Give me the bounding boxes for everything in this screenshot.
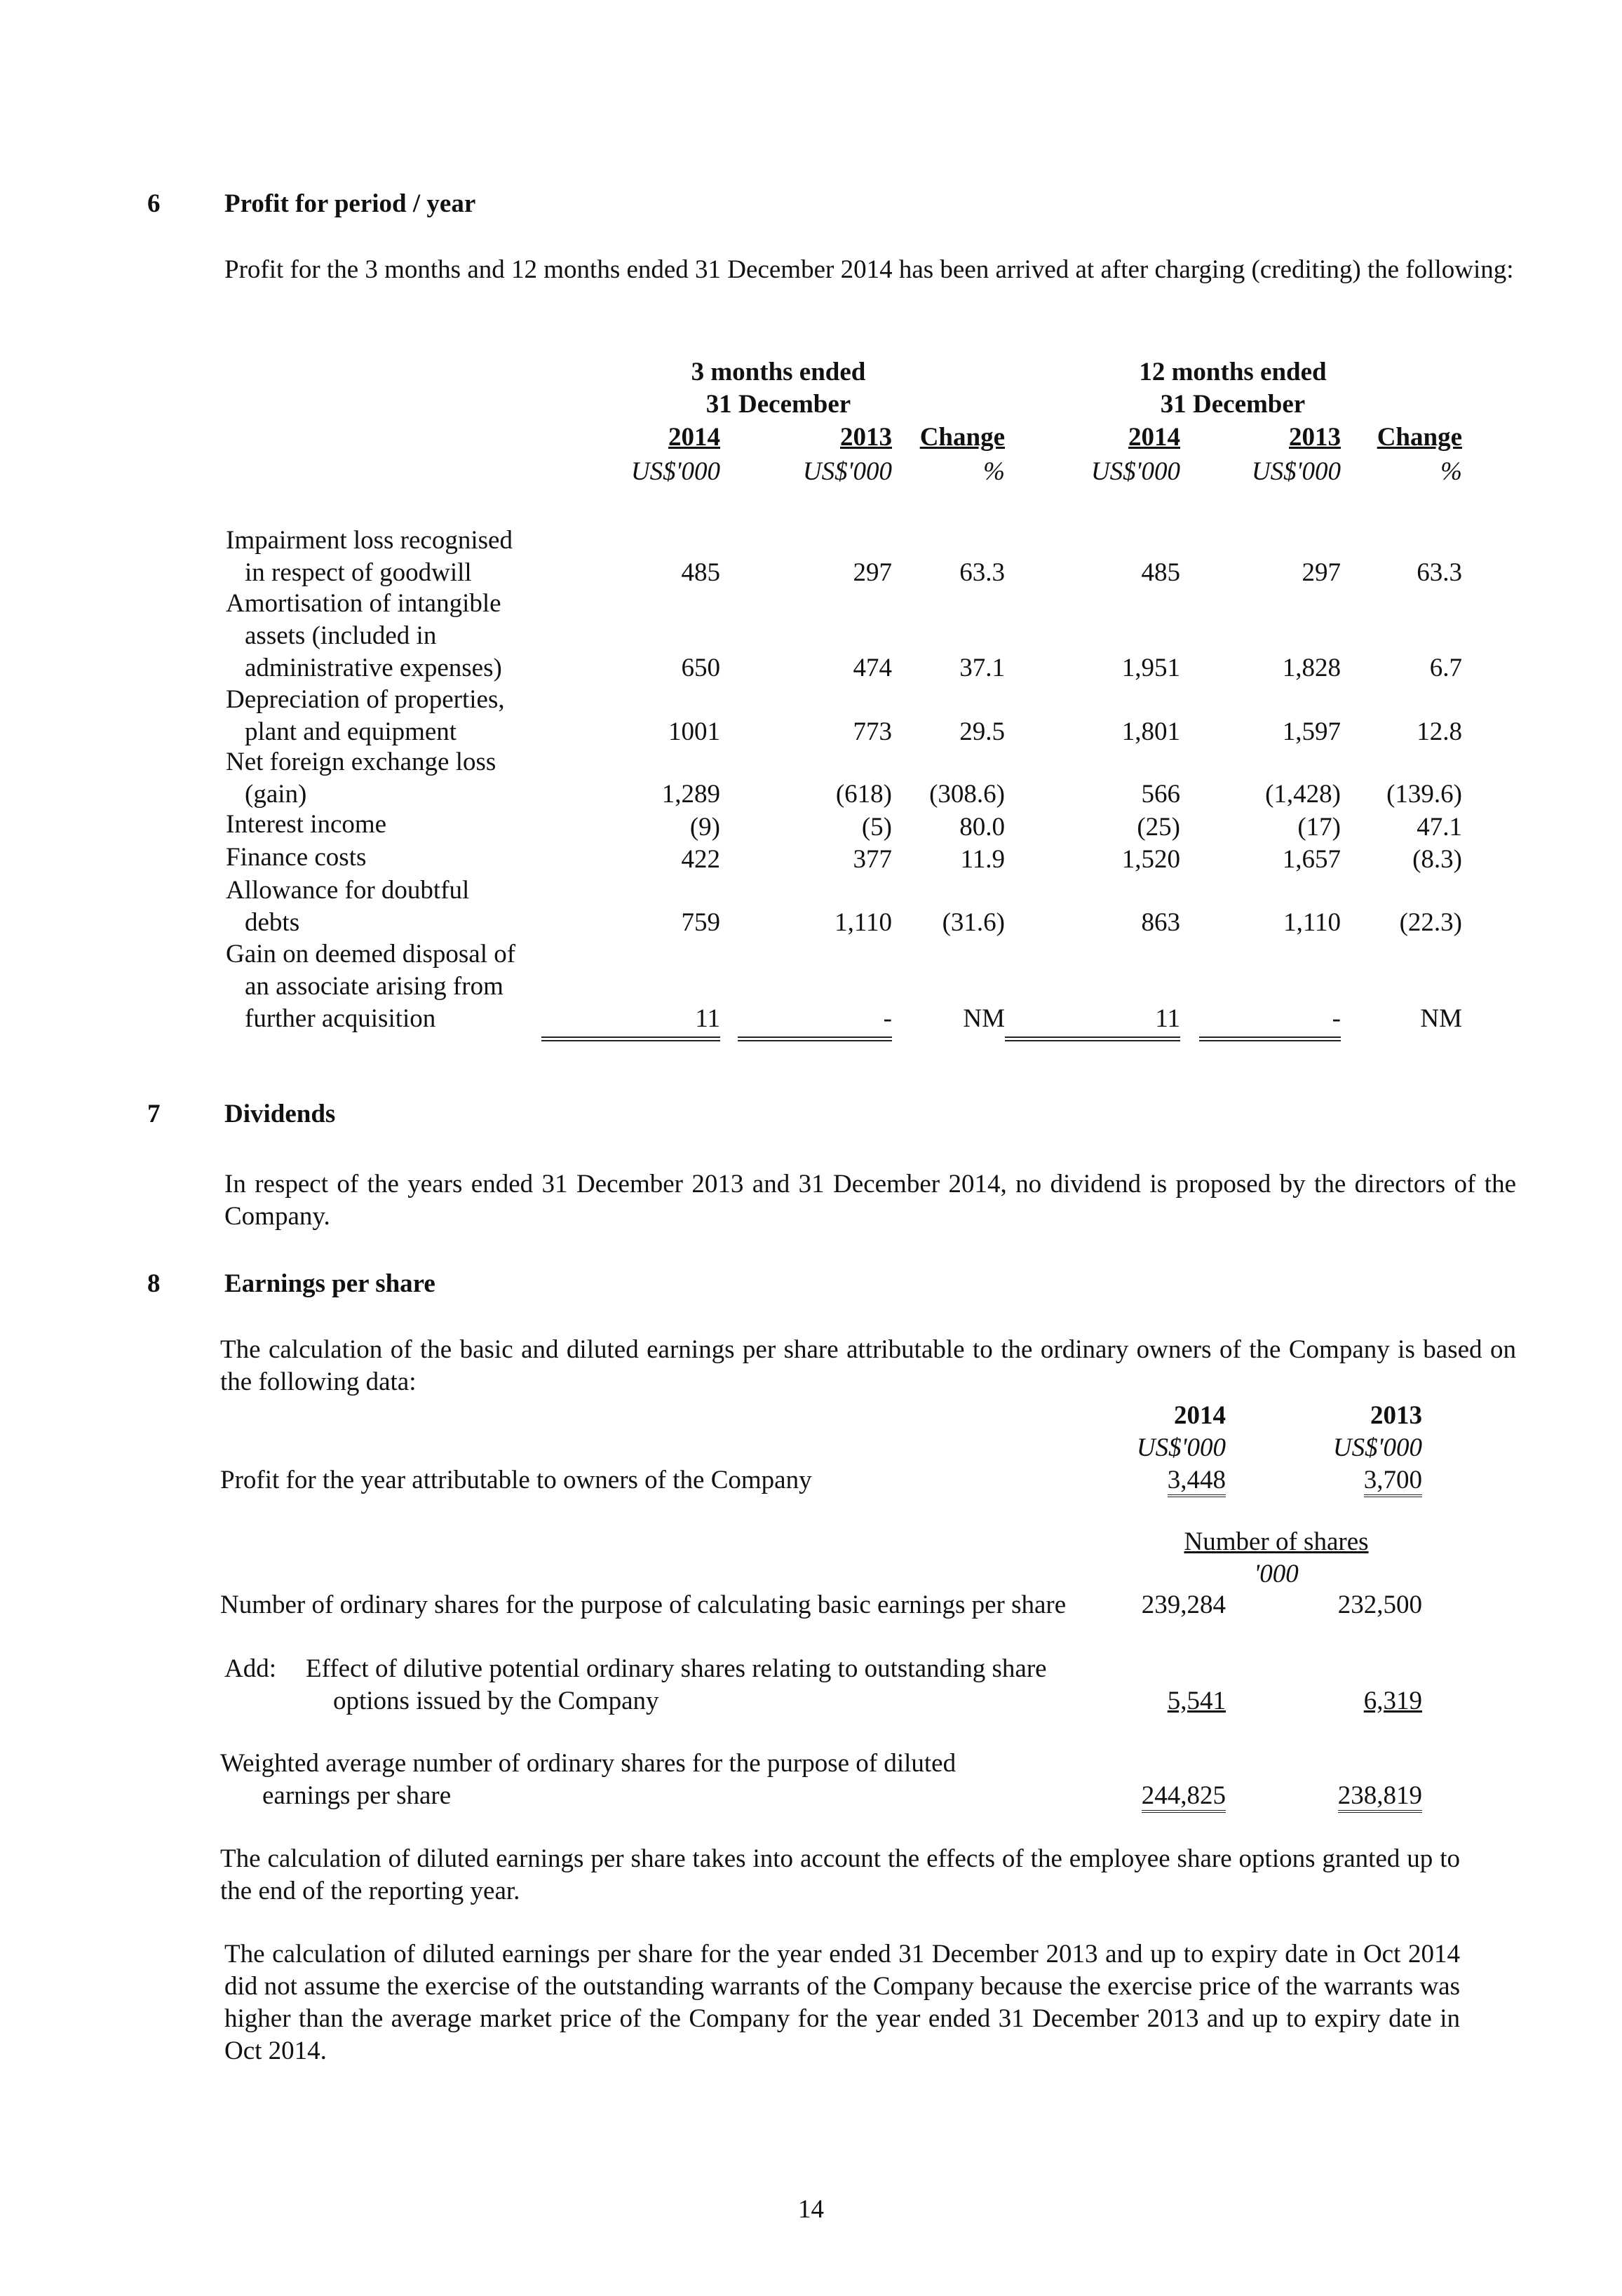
row-label-line: Gain on deemed disposal of xyxy=(226,940,516,968)
row-label-line: Finance costs xyxy=(226,843,367,872)
row-label-line: Weighted average number of ordinary shares for the purpose of diluted xyxy=(220,1749,957,1778)
table-cell: (5) xyxy=(861,813,892,842)
table-cell: NM xyxy=(963,1004,1005,1033)
table-cell: 29.5 xyxy=(959,717,1005,746)
group-header-line: 31 December xyxy=(1160,390,1306,419)
eps-note: The calculation of diluted earnings per share for the year ended 31 December 2013 and up to expiry date in Oct 2014 did not assume the exercise of the outstanding warrants of the Company because the exercise price of the warrants was higher than the average market price of the Company for the year ended 31 December 2013 and up to expiry date in Oct 2014. xyxy=(224,1940,1460,2065)
table-cell: (1,428) xyxy=(1265,780,1341,809)
table-cell: 297 xyxy=(853,558,892,587)
row-label-line: Depreciation of properties, xyxy=(226,685,505,714)
eps-note: The calculation of diluted earnings per share takes into account the effects of the employee share options granted up to the end of the reporting year. xyxy=(220,1844,1460,1905)
table-cell: 1,597 xyxy=(1282,717,1341,746)
table-cell: 474 xyxy=(853,654,892,682)
table-cell: (31.6) xyxy=(942,908,1005,937)
col-unit: US$'000 xyxy=(630,457,720,486)
table-cell: (22.3) xyxy=(1399,908,1462,937)
table-cell: 239,284 xyxy=(1141,1591,1226,1619)
table-cell: NM xyxy=(1420,1004,1462,1033)
col-header: 2014 xyxy=(1174,1401,1226,1430)
col-unit: % xyxy=(983,457,1005,486)
row-label xyxy=(226,938,515,1035)
table-cell: 63.3 xyxy=(1417,558,1462,587)
table-cell: - xyxy=(1332,1004,1341,1033)
table-cell: 1,801 xyxy=(1121,717,1180,746)
total-underline xyxy=(541,1036,720,1041)
table-cell: 377 xyxy=(853,845,892,874)
total-underline xyxy=(1199,1036,1341,1041)
section-number: 6 xyxy=(147,189,161,218)
table-cell: (8.3) xyxy=(1412,845,1462,874)
table-cell: 485 xyxy=(1141,558,1180,587)
dividends-text: In respect of the years ended 31 December 2013 and 31 December 2014, no dividend is proposed by the directors of the Company. xyxy=(224,1170,1516,1231)
col-unit: US$'000 xyxy=(802,457,892,486)
col-unit: US$'000 xyxy=(1136,1433,1226,1462)
col-header: 2014 xyxy=(668,423,720,452)
row-label-line: (gain) xyxy=(245,780,307,809)
group-header-line: 31 December xyxy=(705,390,851,419)
row-label xyxy=(226,588,502,684)
row-label-line: assets (included in xyxy=(245,621,437,650)
table-cell: 1,951 xyxy=(1121,654,1180,682)
col-header: Change xyxy=(1377,423,1462,452)
section-title: Dividends xyxy=(224,1100,336,1128)
table-cell: 47.1 xyxy=(1417,813,1462,842)
group-header-3m xyxy=(673,356,884,421)
row-label-line: debts xyxy=(245,908,300,937)
col-header: Change xyxy=(919,423,1005,452)
cell-value: 3,700 xyxy=(1364,1466,1422,1497)
table-cell: 566 xyxy=(1141,780,1180,809)
col-header: 2013 xyxy=(1289,423,1341,452)
table-cell: 232,500 xyxy=(1337,1591,1422,1619)
row-label xyxy=(226,525,513,589)
table-cell: 1,110 xyxy=(1283,908,1341,937)
table-cell: (308.6) xyxy=(929,780,1005,809)
table-cell: 1001 xyxy=(668,717,720,746)
table-cell: 11.9 xyxy=(960,845,1005,874)
table-cell: 63.3 xyxy=(959,558,1005,587)
page-number: 14 xyxy=(798,2195,824,2224)
row-label-line: earnings per share xyxy=(262,1781,452,1810)
table-cell: 1,828 xyxy=(1282,654,1341,682)
row-label xyxy=(226,809,386,841)
section-number: 8 xyxy=(147,1269,161,1298)
row-label-line: administrative expenses) xyxy=(245,654,502,682)
table-cell: - xyxy=(883,1004,892,1033)
table-cell: 759 xyxy=(681,908,720,937)
table-cell: 6,319 xyxy=(1363,1687,1422,1715)
row-label-line: Impairment loss recognised xyxy=(226,526,513,555)
row-label xyxy=(226,842,366,874)
row-label-line: plant and equipment xyxy=(245,717,457,746)
shares-header-label: Number of shares xyxy=(1184,1527,1369,1556)
table-cell: 422 xyxy=(681,845,720,874)
table-cell: 80.0 xyxy=(959,813,1005,842)
table-cell: 485 xyxy=(681,558,720,587)
table-cell: 773 xyxy=(853,717,892,746)
row-label-line: Net foreign exchange loss xyxy=(226,748,496,776)
table-cell: 297 xyxy=(1302,558,1341,587)
col-unit: US$'000 xyxy=(1251,457,1341,486)
total-underline xyxy=(738,1036,892,1041)
col-unit: US$'000 xyxy=(1332,1433,1422,1462)
table-cell: 1,110 xyxy=(834,908,892,937)
table-cell: 863 xyxy=(1141,908,1180,937)
table-cell xyxy=(1168,1464,1226,1497)
table-cell: 1,657 xyxy=(1282,845,1341,874)
section-title: Earnings per share xyxy=(224,1269,435,1298)
shares-header-unit: '000 xyxy=(1254,1560,1299,1588)
group-header-line: 3 months ended xyxy=(691,358,866,386)
row-label-line: in respect of goodwill xyxy=(245,558,472,587)
row-label-line: Interest income xyxy=(226,810,387,839)
row-label: Profit for the year attributable to owners of the Company xyxy=(220,1466,812,1494)
eps-intro: The calculation of the basic and diluted earnings per share attributable to the ordinary owners of the Company is based on the following data: xyxy=(220,1335,1516,1396)
table-cell: 6.7 xyxy=(1429,654,1462,682)
row-label-line: an associate arising from xyxy=(245,972,504,1001)
row-label xyxy=(226,874,469,939)
group-header-line: 12 months ended xyxy=(1139,358,1327,386)
table-cell: 37.1 xyxy=(959,654,1005,682)
row-label-line: Effect of dilutive potential ordinary shares relating to outstanding share xyxy=(306,1654,1047,1683)
table-cell: (618) xyxy=(835,780,892,809)
row-label xyxy=(220,1748,956,1812)
table-cell xyxy=(1364,1464,1422,1497)
section-intro: Profit for the 3 months and 12 months ended 31 December 2014 has been arrived at after charging (crediting) the following: xyxy=(224,255,1514,284)
table-cell: (25) xyxy=(1137,813,1180,842)
row-label-line: Allowance for doubtful xyxy=(226,876,470,905)
col-header: 2013 xyxy=(1370,1401,1422,1430)
table-cell: 11 xyxy=(1155,1004,1180,1033)
table-cell: (9) xyxy=(689,813,720,842)
col-unit: US$'000 xyxy=(1090,457,1180,486)
table-cell: 12.8 xyxy=(1417,717,1462,746)
row-label-line: further acquisition xyxy=(245,1004,436,1033)
table-cell: (139.6) xyxy=(1386,780,1462,809)
cell-value: 238,819 xyxy=(1338,1781,1422,1813)
table-cell: 11 xyxy=(695,1004,720,1033)
row-label xyxy=(226,684,505,748)
col-header: 2013 xyxy=(840,423,892,452)
cell-value: 3,448 xyxy=(1168,1466,1226,1497)
row-label-line: options issued by the Company xyxy=(333,1687,659,1715)
row-label xyxy=(306,1653,1047,1717)
section-number: 7 xyxy=(147,1100,161,1128)
table-cell: 5,541 xyxy=(1167,1687,1226,1715)
row-label xyxy=(226,746,496,811)
col-unit: % xyxy=(1440,457,1462,486)
table-cell: 1,289 xyxy=(661,780,720,809)
shares-header xyxy=(1150,1526,1403,1591)
row-label-line: Amortisation of intangible xyxy=(226,589,501,618)
section-title: Profit for period / year xyxy=(224,189,476,218)
table-cell: 1,520 xyxy=(1121,845,1180,874)
table-cell xyxy=(1338,1780,1422,1812)
total-underline xyxy=(1005,1036,1180,1041)
table-cell xyxy=(1142,1780,1226,1812)
cell-value: 244,825 xyxy=(1142,1781,1226,1813)
row-label: Number of ordinary shares for the purpose of calculating basic earnings per share xyxy=(220,1591,1067,1619)
col-header: 2014 xyxy=(1128,423,1180,452)
add-prefix: Add: xyxy=(224,1654,276,1683)
table-cell: (17) xyxy=(1297,813,1341,842)
table-cell: 650 xyxy=(681,654,720,682)
group-header-12m xyxy=(1128,356,1338,421)
